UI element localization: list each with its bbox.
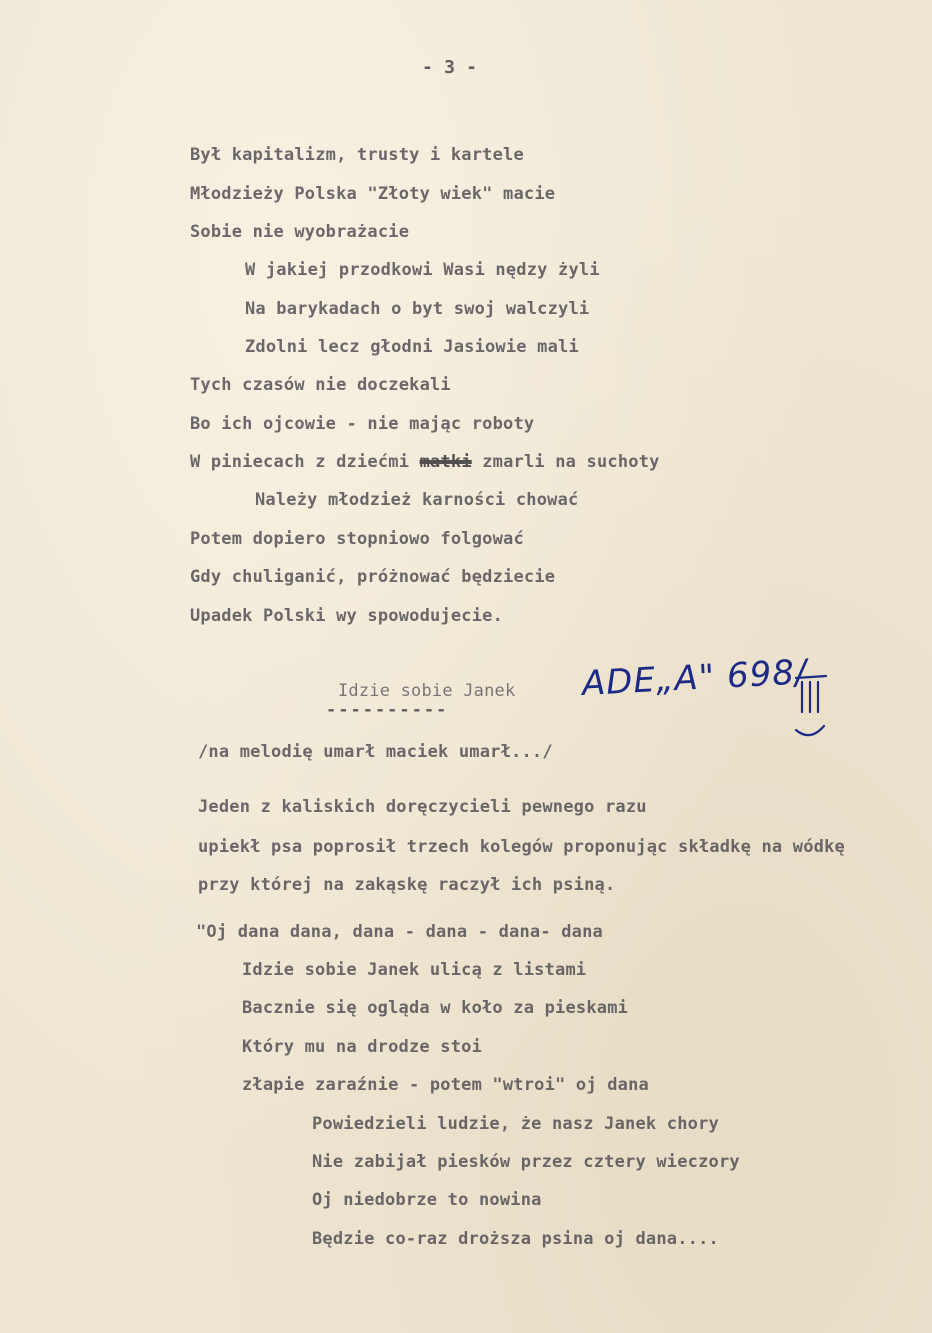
poem-line-5: Na barykadach o byt swoj walczyli <box>245 299 590 319</box>
poem-line-10: Należy młodzież karności chować <box>255 490 579 510</box>
poem-line-11: Potem dopiero stopniowo folgować <box>190 529 524 549</box>
song-title: Idzie sobie Janek <box>338 681 516 701</box>
verse-line-8: Oj niedobrze to nowina <box>312 1190 542 1210</box>
poem-line-9 <box>190 452 660 472</box>
poem-line-9-start: W piniecach z dziećmi <box>190 452 420 472</box>
poem-line-8: Bo ich ojcowie - nie mając roboty <box>190 414 535 434</box>
poem-line-3: Sobie nie wyobrażacie <box>190 222 410 242</box>
melody-note: /na melodię umarł maciek umarł.../ <box>198 742 553 762</box>
poem-line-7: Tych czasów nie doczekali <box>190 375 451 395</box>
poem-line-4: W jakiej przodkowi Wasi nędzy żyli <box>245 260 600 280</box>
intro-line-1: Jeden z kaliskich doręczycieli pewnego razu <box>198 797 647 817</box>
poem-line-9-end: zmarli na suchoty <box>482 452 660 472</box>
poem-line-2: Młodzieży Polska "Złoty wiek" macie <box>190 184 556 204</box>
verse-line-5: złapie zaraźnie - potem "wtroi" oj dana <box>242 1075 649 1095</box>
struck-word: matki <box>419 452 472 472</box>
song-title-underline: ---------- <box>326 700 449 720</box>
poem-line-1: Był kapitalizm, trusty i kartele <box>190 145 524 165</box>
poem-line-12: Gdy chuliganić, próżnować będziecie <box>190 567 556 587</box>
archive-signature: ADE„A" 698/ <box>580 652 809 704</box>
poem-line-13: Upadek Polski wy spowodujecie. <box>190 606 504 626</box>
archive-roman-numeral <box>788 672 834 752</box>
intro-line-3: przy której na zakąskę raczył ich psiną. <box>198 875 616 895</box>
verse-line-1: "Oj dana dana, dana - dana - dana- dana <box>196 922 603 942</box>
verse-line-6: Powiedzieli ludzie, że nasz Janek chory <box>312 1114 719 1134</box>
page-number: - 3 - <box>422 57 478 78</box>
intro-line-2: upiekł psa poprosił trzech kolegów proponując składkę na wódkę <box>198 837 845 857</box>
verse-line-7: Nie zabijał piesków przez cztery wieczory <box>312 1152 740 1172</box>
poem-line-6: Zdolni lecz głodni Jasiowie mali <box>245 337 579 357</box>
verse-line-2: Idzie sobie Janek ulicą z listami <box>242 960 587 980</box>
verse-line-3: Bacznie się ogląda w koło za pieskami <box>242 998 629 1018</box>
verse-line-4: Który mu na drodze stoi <box>242 1037 483 1057</box>
verse-line-9: Będzie co-raz droższa psina oj dana.... <box>312 1229 719 1249</box>
